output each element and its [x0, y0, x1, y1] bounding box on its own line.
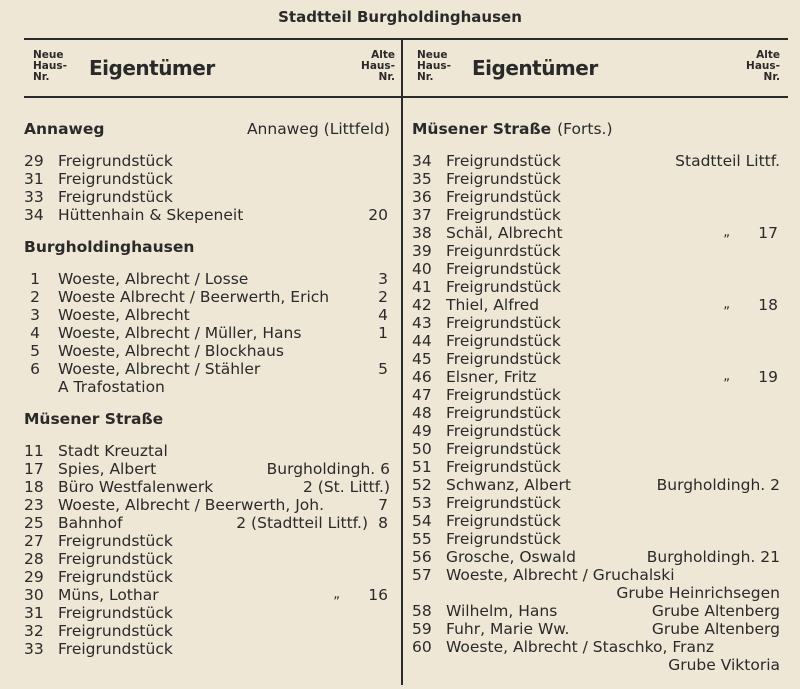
new-house-number: 1: [30, 270, 40, 288]
section-old-street: Annaweg (Littfeld): [246, 120, 390, 138]
header-left-old-no: Alte Haus- Nr.: [361, 49, 395, 83]
list-item: [24, 496, 390, 514]
list-item: [24, 442, 390, 460]
new-house-number: 45: [412, 350, 432, 368]
new-house-number: 53: [412, 494, 432, 512]
owner-name: Freigrundstück: [446, 188, 561, 206]
owner-name: Woeste, Albrecht / Stähler: [58, 360, 261, 378]
owner-name: Freigrundstück: [446, 314, 561, 332]
new-house-number: 57: [412, 566, 432, 584]
new-house-number: 2: [30, 288, 40, 306]
list-item: [412, 224, 780, 242]
list-item: [412, 314, 780, 332]
new-house-number: 27: [24, 532, 44, 550]
owner-name: Freigrundstück: [446, 332, 561, 350]
header-right-old-no: Alte Haus- Nr.: [746, 49, 780, 83]
owner-name: Büro Westfalenwerk: [58, 478, 214, 496]
new-house-number: 48: [412, 404, 432, 422]
list-item: [412, 512, 780, 530]
new-house-number: 34: [412, 152, 432, 170]
owner-name: Freigrundstück: [58, 640, 173, 658]
owner-name: Freigrundstück: [446, 404, 561, 422]
old-house-number: 1: [378, 324, 388, 342]
continuation-text: Grube Heinrichsegen: [616, 584, 780, 602]
list-item: [412, 278, 780, 296]
owner-name: Schäl, Albrecht: [446, 224, 563, 242]
old-house-number: 18: [758, 296, 778, 314]
list-item: [24, 206, 390, 224]
new-house-number: 47: [412, 386, 432, 404]
list-item: [412, 620, 780, 638]
list-item: [24, 622, 390, 640]
owner-name: Woeste, Albrecht / Staschko, Franz: [446, 638, 715, 656]
list-item: [412, 386, 780, 404]
continuation-line: [412, 584, 780, 602]
new-house-number: 46: [412, 368, 432, 386]
old-house-number: 4: [378, 306, 388, 324]
owner-name: Freigrundstück: [58, 152, 173, 170]
old-location-note: 2 (St. Littf.): [302, 478, 390, 496]
header-left-new-no: Neue Haus- Nr.: [33, 49, 67, 83]
section-title: Annaweg: [24, 120, 105, 138]
list-item: [412, 332, 780, 350]
ditto-mark: „: [723, 225, 730, 240]
header-bottom-rule: [24, 96, 788, 98]
owner-name: Schwanz, Albert: [446, 476, 571, 494]
new-house-number: 51: [412, 458, 432, 476]
list-item: [412, 566, 780, 584]
header-top-rule: [24, 38, 788, 40]
list-item: [412, 404, 780, 422]
owner-name: Hüttenhain & Skepeneit: [58, 206, 244, 224]
list-item: [412, 368, 780, 386]
header-right-new-no: Neue Haus- Nr.: [417, 49, 451, 83]
section-heading: [412, 118, 780, 140]
list-item: [412, 170, 780, 188]
owner-name: Woeste, Albrecht / Müller, Hans: [58, 324, 302, 342]
left-column: [24, 118, 390, 658]
continuation-line: [412, 656, 780, 674]
new-house-number: 41: [412, 278, 432, 296]
list-item: [412, 458, 780, 476]
new-house-number: 34: [24, 206, 44, 224]
new-house-number: 3: [30, 306, 40, 324]
ditto-mark: „: [723, 369, 730, 384]
new-house-number: 49: [412, 422, 432, 440]
new-house-number: 5: [30, 342, 40, 360]
new-house-number: 28: [24, 550, 44, 568]
owner-name: Freigrundstück: [58, 170, 173, 188]
owner-name: Freigrundstück: [446, 260, 561, 278]
owner-name: Freigrundstück: [58, 188, 173, 206]
new-house-number: 50: [412, 440, 432, 458]
page-title: Stadtteil Burgholdinghausen: [278, 8, 522, 26]
list-item: [412, 350, 780, 368]
new-house-number: 44: [412, 332, 432, 350]
new-house-number: 60: [412, 638, 432, 656]
new-house-number: 39: [412, 242, 432, 260]
old-house-number: 5: [378, 360, 388, 378]
list-item: [412, 206, 780, 224]
new-house-number: 43: [412, 314, 432, 332]
old-house-number: 16: [368, 586, 388, 604]
owner-name: Grosche, Oswald: [446, 548, 576, 566]
new-house-number: 31: [24, 604, 44, 622]
owner-name: Woeste, Albrecht / Blockhaus: [58, 342, 284, 360]
spacer: [412, 140, 780, 152]
list-item: [412, 476, 780, 494]
list-item: [24, 460, 390, 478]
list-item: [24, 604, 390, 622]
owner-name: Woeste, Albrecht / Beerwerth, Joh.: [58, 496, 325, 514]
new-house-number: 52: [412, 476, 432, 494]
list-item: [412, 602, 780, 620]
owner-name: Woeste Albrecht / Beerwerth, Erich: [58, 288, 330, 306]
owner-name: Stadt Kreuztal: [58, 442, 168, 460]
list-item: [412, 638, 780, 656]
list-item: [24, 306, 390, 324]
new-house-number: 36: [412, 188, 432, 206]
owner-name: Freigrundstück: [58, 604, 173, 622]
right-column: [412, 118, 780, 674]
header-right-owner: Eigentümer: [472, 56, 598, 80]
list-item: [24, 270, 390, 288]
old-location-note: Burgholdingh. 21: [646, 548, 780, 566]
new-house-number: 25: [24, 514, 44, 532]
list-item: [24, 640, 390, 658]
new-house-number: 33: [24, 188, 44, 206]
new-house-number: 35: [412, 170, 432, 188]
sub-entry-text: A Trafostation: [58, 378, 165, 396]
owner-name: Freigrundstück: [446, 278, 561, 296]
owner-name: Woeste, Albrecht / Losse: [58, 270, 249, 288]
owner-name: Freigrundstück: [446, 152, 561, 170]
new-house-number: 42: [412, 296, 432, 314]
section-title: Müsener Straße: [412, 120, 552, 138]
owner-name: Freigrundstück: [58, 622, 173, 640]
spacer: [24, 396, 390, 408]
owner-name: Bahnhof: [58, 514, 123, 532]
new-house-number: 37: [412, 206, 432, 224]
section-heading: [24, 118, 390, 140]
new-house-number: 6: [30, 360, 40, 378]
list-item: [412, 494, 780, 512]
new-house-number: 32: [24, 622, 44, 640]
owner-name: Freigrundstück: [446, 530, 561, 548]
section-title-suffix: (Forts.): [557, 120, 613, 138]
owner-name: Wilhelm, Hans: [446, 602, 558, 620]
list-item: [24, 532, 390, 550]
new-house-number: 30: [24, 586, 44, 604]
list-item: [412, 260, 780, 278]
new-house-number: 29: [24, 568, 44, 586]
owner-name: Thiel, Alfred: [446, 296, 540, 314]
header-left-owner: Eigentümer: [89, 56, 215, 80]
new-house-number: 33: [24, 640, 44, 658]
new-house-number: 29: [24, 152, 44, 170]
old-location-note: Stadtteil Littf.: [675, 152, 780, 170]
list-item: [24, 342, 390, 360]
owner-name: Müns, Lothar: [58, 586, 159, 604]
continuation-text: Grube Viktoria: [668, 656, 780, 674]
new-house-number: 40: [412, 260, 432, 278]
list-item: [412, 188, 780, 206]
owner-name: Freigrundstück: [446, 512, 561, 530]
spacer: [24, 140, 390, 152]
new-house-number: 38: [412, 224, 432, 242]
new-house-number: 11: [24, 442, 44, 460]
owner-name: Elsner, Fritz: [446, 368, 537, 386]
list-item: [412, 242, 780, 260]
owner-name: Freigrundstück: [58, 568, 173, 586]
old-location-note: Grube Altenberg: [651, 602, 780, 620]
owner-name: Freigrundstück: [446, 386, 561, 404]
old-house-number: 19: [758, 368, 778, 386]
ditto-mark: „: [723, 297, 730, 312]
column-divider: [401, 40, 403, 685]
list-item: [412, 152, 780, 170]
new-house-number: 4: [30, 324, 40, 342]
list-item: [24, 152, 390, 170]
list-item: [412, 530, 780, 548]
old-location-note: Grube Altenberg: [651, 620, 780, 638]
old-location-note: Burgholdingh. 6: [266, 460, 390, 478]
list-item: [24, 324, 390, 342]
old-house-number: 17: [758, 224, 778, 242]
list-item: [412, 296, 780, 314]
owner-name: Freigrundstück: [58, 550, 173, 568]
old-location-note: Burgholdingh. 2: [656, 476, 780, 494]
old-location-note: 2 (Stadtteil Littf.): [236, 514, 368, 532]
spacer: [24, 258, 390, 270]
list-item: [24, 360, 390, 378]
list-item: [24, 586, 390, 604]
owner-name: Freigrundstück: [58, 532, 173, 550]
list-item: [24, 478, 390, 496]
new-house-number: 17: [24, 460, 44, 478]
new-house-number: 54: [412, 512, 432, 530]
list-item: [24, 550, 390, 568]
owner-name: Woeste, Albrecht / Gruchalski: [446, 566, 675, 584]
ditto-mark: „: [333, 587, 340, 602]
new-house-number: 55: [412, 530, 432, 548]
sub-entry: [24, 378, 390, 396]
section-heading: [24, 408, 390, 430]
list-item: [412, 548, 780, 566]
owner-name: Freigrundstück: [446, 206, 561, 224]
new-house-number: 56: [412, 548, 432, 566]
owner-name: Freigrundstück: [446, 494, 561, 512]
old-house-number: 7: [378, 496, 388, 514]
owner-name: Freigrundstück: [446, 422, 561, 440]
old-house-number: 20: [368, 206, 388, 224]
spacer: [24, 430, 390, 442]
owner-name: Spies, Albert: [58, 460, 157, 478]
owner-name: Freigunrdstück: [446, 242, 561, 260]
old-house-number: 2: [378, 288, 388, 306]
owner-name: Freigrundstück: [446, 458, 561, 476]
owner-name: Freigrundstück: [446, 170, 561, 188]
owner-name: Fuhr, Marie Ww.: [446, 620, 570, 638]
list-item: [24, 514, 390, 532]
new-house-number: 31: [24, 170, 44, 188]
new-house-number: 58: [412, 602, 432, 620]
owner-name: Freigrundstück: [446, 440, 561, 458]
list-item: [412, 440, 780, 458]
new-house-number: 18: [24, 478, 44, 496]
new-house-number: 23: [24, 496, 44, 514]
owner-name: Freigrundstück: [446, 350, 561, 368]
section-heading: [24, 236, 390, 258]
section-title: Müsener Straße: [24, 410, 164, 428]
list-item: [24, 568, 390, 586]
section-title: Burgholdinghausen: [24, 238, 195, 256]
list-item: [24, 288, 390, 306]
list-item: [24, 170, 390, 188]
new-house-number: 59: [412, 620, 432, 638]
list-item: [24, 188, 390, 206]
owner-name: Woeste, Albrecht: [58, 306, 190, 324]
old-house-number: 8: [378, 514, 388, 532]
list-item: [412, 422, 780, 440]
old-house-number: 3: [378, 270, 388, 288]
spacer: [24, 224, 390, 236]
